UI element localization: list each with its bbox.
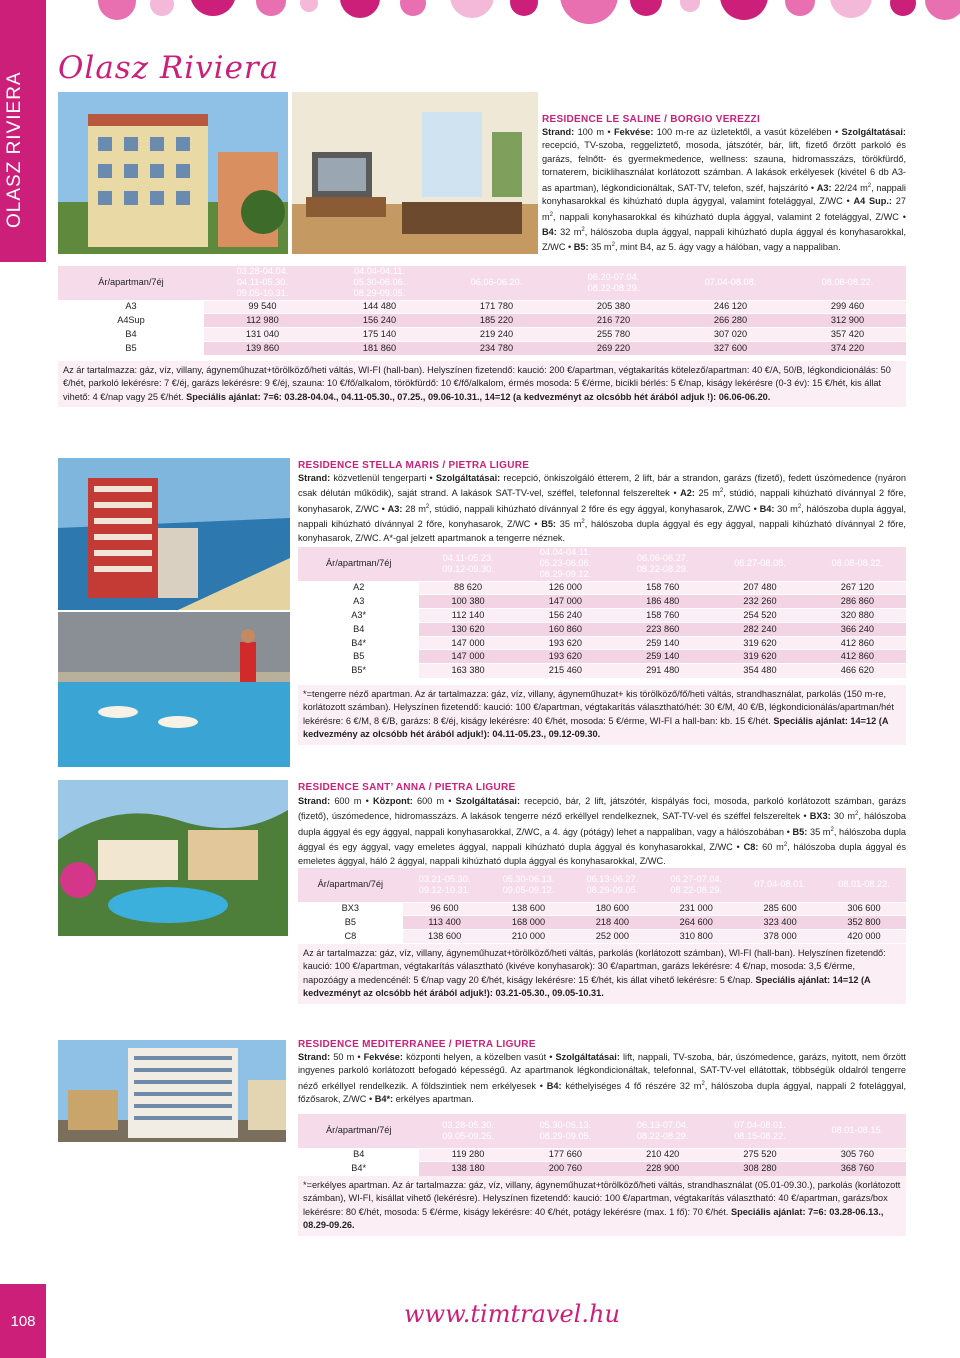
price-cell: 308 280 <box>711 1162 808 1176</box>
price-cell: 285 600 <box>738 902 822 916</box>
price-cell: 378 000 <box>738 930 822 944</box>
price-cell: 366 240 <box>809 622 906 636</box>
price-cell: 282 240 <box>711 622 808 636</box>
price-cell: 147 000 <box>419 636 516 650</box>
website-url[interactable]: www.timtravel.hu <box>404 1300 620 1328</box>
price-cell: 223 860 <box>614 622 711 636</box>
price-notes: Az ár tartalmazza: gáz, víz, villany, ágyneműhuzat+törölköző/heti váltás, parkolás (korlátozott számban), WI-FI (hall-ban). Helyszínen fizetendő: kaució: 100 €/apartman, végtakarítás választható (kivéve konyhasarok): 30 €/apartman, garázs lekérésre: 4 €/nap, mosoda: 3,5 €/érme, napozóágy a medencénél: 5 €/nap vagy 20 €/hét, kiságy lekérésre: 15 €/hét, kis állat vihető lekérésre: 5 €/nap. Speciális ajánlat: 14=12 (A kedvezményt az olcsóbb hét árából adjuk!): 03.21-05.30., 09.05-10.31. <box>298 944 906 1004</box>
price-cell: 246 120 <box>672 300 789 314</box>
price-cell: 266 280 <box>672 314 789 328</box>
row-apartment-type: A4Sup <box>58 314 204 328</box>
hotel-description: Strand: közvetlenül tengerparti • Szolgáltatásai: recepció, önkiszolgáló étterem, 2 lift, bár a strandon, garázs (fizető), fedett úszómedence (nyáron csak délután működik), saját strand. A lakások SAT-TV-vel, széffel, telefonnal felszereltek • A2: 25 $m^2$, stúdió, nappali kihúzható dívánnyal 2 főre, konyhasarok, Z/WC • A3: 28 $m^2$, stúdió, nappali kihúzható dívánnyal 2 főre és egy ággyal, konyhasarok, Z/WC • B4: 30 $m^2$, hálószoba dupla ággyal, nappali kihúzható dívánnyal 2 főre, konyhasarok, Z/WC • B5: 35 $m^2$, hálószoba dupla ággyal és egy ággyal, nappali kihúzható dívánnyal 2 főre, konyhasarok, Z/WC. A*-gal jelzett apartmanok a tengerre néznek. <box>298 473 907 543</box>
table-header-label: Ár/apartman/7éj <box>298 1114 419 1148</box>
price-cell: 357 420 <box>789 328 906 342</box>
table-row <box>298 664 906 678</box>
price-cell: 368 760 <box>809 1162 906 1176</box>
row-apartment-type: A3 <box>298 595 419 609</box>
table-column-header: 07.04-08.01. <box>738 868 822 902</box>
price-cell: 252 000 <box>570 930 654 944</box>
table-row <box>298 1162 906 1176</box>
table-column-header: 06.13-07.04. 08.22-08.29. <box>614 1114 711 1148</box>
table-column-header: 07.04-08.08. <box>672 266 789 300</box>
price-cell: 181 860 <box>321 341 438 355</box>
table-row <box>298 595 906 609</box>
price-cell: 420 000 <box>822 930 906 944</box>
table-column-header: 04.04-04.11. 05.30-06.06. 08.29-09.05. <box>321 266 438 300</box>
price-cell: 319 620 <box>711 636 808 650</box>
price-cell: 320 880 <box>809 609 906 623</box>
price-cell: 130 620 <box>419 622 516 636</box>
table-row <box>298 1148 906 1162</box>
price-cell: 100 380 <box>419 595 516 609</box>
row-apartment-type: BX3 <box>298 902 403 916</box>
price-cell: 307 020 <box>672 328 789 342</box>
price-cell: 412 860 <box>809 650 906 664</box>
price-cell: 171 780 <box>438 300 555 314</box>
table-column-header: 06.27-08.08. <box>711 547 808 581</box>
table-row <box>58 314 906 328</box>
row-apartment-type: B4* <box>298 636 419 650</box>
table-column-header: 08.08-08.22. <box>789 266 906 300</box>
hotel-photo-sant-anna <box>58 780 288 936</box>
price-table <box>58 266 906 355</box>
row-apartment-type: B4 <box>58 328 204 342</box>
price-cell: 168 000 <box>487 916 571 930</box>
table-row <box>298 902 906 916</box>
price-cell: 234 780 <box>438 341 555 355</box>
page-number: 108 <box>0 1284 46 1358</box>
price-cell: 138 600 <box>487 902 571 916</box>
table-row <box>298 930 906 944</box>
table-column-header: 04.11-05.23. 09.12-09.30. <box>419 547 516 581</box>
price-cell: 156 240 <box>517 609 614 623</box>
hotel-photo-stella-maris-pool <box>58 612 290 767</box>
price-table <box>298 1114 906 1176</box>
price-cell: 119 280 <box>419 1148 516 1162</box>
hotel-description: Strand: 600 m • Központ: 600 m • Szolgáltatásai: recepció, bár, 2 lift, játszótér, kispályás foci, mosoda, parkoló korlátozott számban, garázs (fizető), úszómedence, hidromasszázs. A lakások tengerre néző erkéllyel rendelkeznek, SAT-TV-vel és széffel felszereltek • BX3: 30 $m^2$, hálószoba dupla ággyal és egy ággyal, nappali konyhasarokkal, Z/WC, a 4. ágy (pótágy) lehet a nappaliban, vagy a hálószobában • B5: 35 $m^2$, hálószoba dupla ággyal és egy ággyal, vagy emeletes ággyal, nappali kihúzható dupla ággyal és konyhasarokkal, Z/WC • C8: 60 $m^2$, hálószoba dupla ággyal és emeletes ággyal, háló 2 ággyal, nappali kihúzható dupla ággyal és konyhasarokkal, Z/WC. <box>298 796 906 866</box>
price-cell: 228 900 <box>614 1162 711 1176</box>
price-cell: 215 460 <box>517 664 614 678</box>
price-cell: 96 600 <box>403 902 487 916</box>
price-cell: 147 000 <box>517 595 614 609</box>
price-cell: 327 600 <box>672 341 789 355</box>
table-header-label: Ár/apartman/7éj <box>58 266 204 300</box>
hotel-photo-saline-exterior <box>58 92 288 254</box>
table-row <box>298 609 906 623</box>
price-cell: 156 240 <box>321 314 438 328</box>
price-cell: 310 800 <box>654 930 738 944</box>
price-cell: 216 720 <box>555 314 672 328</box>
price-cell: 259 140 <box>614 636 711 650</box>
price-cell: 218 400 <box>570 916 654 930</box>
price-cell: 207 480 <box>711 581 808 595</box>
row-apartment-type: B4* <box>298 1162 419 1176</box>
price-cell: 126 000 <box>517 581 614 595</box>
table-row <box>298 916 906 930</box>
table-column-header: 05.30-06.13. 09.05-09.12. <box>487 868 571 902</box>
row-apartment-type: B4 <box>298 1148 419 1162</box>
price-cell: 231 000 <box>654 902 738 916</box>
price-cell: 158 760 <box>614 609 711 623</box>
row-apartment-type: B4 <box>298 622 419 636</box>
table-column-header: 06.13-06.27. 08.29-09.05. <box>570 868 654 902</box>
price-cell: 286 860 <box>809 595 906 609</box>
table-row <box>298 581 906 595</box>
price-notes: Az ár tartalmazza: gáz, víz, villany, ágyneműhuzat+törölköző/heti váltás, WI-FI (hall-ban). Helyszínen fizetendő: kaució: 200 €/apartman, végtakarítás kötelező/apartman: 40 €/A, 50/B, légkondicionálás: 50 €/hét, parkoló lekérésre: 7 €/éj, garázs lekérésre: 9 €/éj, szauna: 10 €/fő/alkalom, törökfürdő: 10 €/fő/alkalom, érmés mosoda: 5 €/érme, bicikli bérlés: 5 €/nap, kiságy lekérésre (0-3 év): 15 €/hét, kis állat vihető: 4 €/nap vagy 25 €/hét. Speciális ajánlat: 7=6: 03.28-04.04., 04.11-05.30., 07.25., 09.06-10.31., 14=12 (a kedvezményt az olcsóbb hét árából adjuk !): 06.06-06.20. <box>58 361 906 407</box>
price-cell: 186 480 <box>614 595 711 609</box>
table-column-header: 06.06-06.20. <box>438 266 555 300</box>
row-apartment-type: B5 <box>58 341 204 355</box>
table-row <box>298 650 906 664</box>
table-column-header: 03.28-05.30. 09.05-09.26. <box>419 1114 516 1148</box>
price-cell: 112 140 <box>419 609 516 623</box>
sidebar <box>0 0 46 1358</box>
row-apartment-type: A3 <box>58 300 204 314</box>
price-cell: 147 000 <box>419 650 516 664</box>
price-cell: 210 420 <box>614 1148 711 1162</box>
row-apartment-type: A3* <box>298 609 419 623</box>
hotel-photo-stella-maris-exterior <box>58 458 290 610</box>
price-cell: 158 760 <box>614 581 711 595</box>
price-cell: 138 180 <box>419 1162 516 1176</box>
hotel-description: Strand: 50 m • Fekvése: központi helyen, a közelben vasút • Szolgáltatásai: lift, nappali, TV-szoba, bár, úszómedence, garázs, nyitott, nem őrzött ingyenes parkoló korlátozott befogadó képességű. Az apartmanok légkondicionáltak, telefonnal, SAT-TV-vel ellátottak, többségük oldalról tengerre néző erkéllyel rendelkezik. A földszintiek nem erkélyesek • B4: kéthelyiséges 4 fő részére 32 $m^2$, hálószoba dupla ággyal, nappali 2 fotelággyal, főzősarok, Z/WC • B4*: erkélyes apartman. <box>298 1052 907 1105</box>
price-cell: 354 480 <box>711 664 808 678</box>
price-cell: 160 860 <box>517 622 614 636</box>
price-cell: 305 760 <box>809 1148 906 1162</box>
price-cell: 138 600 <box>403 930 487 944</box>
hotel-heading: RESIDENCE MEDITERRANEE / PIETRA LIGURE <box>298 1039 536 1050</box>
price-cell: 177 660 <box>517 1148 614 1162</box>
price-table <box>298 547 906 678</box>
table-column-header: 04.04-04.11. 05.23-06.06. 08.29-09.12. <box>517 547 614 581</box>
table-row <box>298 622 906 636</box>
price-cell: 254 520 <box>711 609 808 623</box>
row-apartment-type: C8 <box>298 930 403 944</box>
price-cell: 264 600 <box>654 916 738 930</box>
price-cell: 139 860 <box>204 341 321 355</box>
hotel-photo-saline-interior <box>292 92 538 254</box>
price-cell: 352 800 <box>822 916 906 930</box>
table-header-label: Ár/apartman/7éj <box>298 547 419 581</box>
table-column-header: 06.06-06.27. 08.22-08.29. <box>614 547 711 581</box>
price-notes: *=erkélyes apartman. Az ár tartalmazza: gáz, víz, villany, ágyneműhuzat+törölköző/heti váltás, strandhasználat (05.01-09.30.), parkolás (korlátozott számban), WI-FI, kisállat vihető (lekérésre). Helyszínen fizetendő: kaució: 100 €/apartman, végtakarítás választható: 40 €/apartman, garázs/box lekérésre: 80 €/hét, mosoda: 5 €/érme, kiságy lekérésre: 40 €/hét, potágy lekérésre (max. 1 fő): 70 €/hét. Speciális ajánlat: 7=6: 03.28-06.13., 08.29-09.26. <box>298 1176 906 1236</box>
price-cell: 205 380 <box>555 300 672 314</box>
row-apartment-type: A2 <box>298 581 419 595</box>
price-cell: 88 620 <box>419 581 516 595</box>
price-cell: 267 120 <box>809 581 906 595</box>
price-cell: 193 620 <box>517 650 614 664</box>
hotel-description: Strand: 100 m • Fekvése: 100 m-re az üzletektől, a vasút közelében • Szolgáltatásai: recepció, TV-szoba, reggeliztető, mosoda, játszótér, bár, lift, fizető őrzött parkoló és garázs, felnőtt- és gyermekmedence, wellness: szauna, hidromasszázs, törökfürdő, tornaterem, biciklihasználat korlátozott számban. A lakások erkélyesek (kivétel 6 db A3-as apartman), légkondicionáltak, SAT-TV, telefon, széf, hajszárító • A3: 22/24 $m^2$, nappali konyhasarokkal és kihúzható dupla ágygyal, valamint fotelággyal, Z/WC • A4 Sup.: 27 $m^2$, nappali konyhasarokkal és kihúzható dupla ággyal, valamint 2 fotelággyal, Z/WC • B4: 32 $m^2$, hálószoba dupla ággyal, nappali kihúzható dupla ággyal és konyhasarokkal, Z/WC • B5: 35 $m^2$, mint B4, az 5. ágy vagy a hálóban, vagy a nappaliban. <box>542 127 907 253</box>
price-cell: 112 980 <box>204 314 321 328</box>
price-cell: 323 400 <box>738 916 822 930</box>
sidebar-label: OLASZ RIVIERA <box>4 71 25 229</box>
table-column-header: 05.30-06.13. 08.29-09.05. <box>517 1114 614 1148</box>
hotel-heading: RESIDENCE SANT’ ANNA / PIETRA LIGURE <box>298 782 516 793</box>
hotel-heading: RESIDENCE STELLA MARIS / PIETRA LIGURE <box>298 460 530 471</box>
table-column-header: 08.08-08.22. <box>809 547 906 581</box>
page-title: Olasz Riviera <box>58 50 280 86</box>
table-header-label: Ár/apartman/7éj <box>298 868 403 902</box>
row-apartment-type: B5* <box>298 664 419 678</box>
table-column-header: 06.27-07.04. 08.22-08.29. <box>654 868 738 902</box>
price-cell: 412 860 <box>809 636 906 650</box>
price-cell: 180 600 <box>570 902 654 916</box>
price-cell: 175 140 <box>321 328 438 342</box>
price-notes: *=tengerre néző apartman. Az ár tartalmazza: gáz, víz, villany, ágyneműhuzat+ kis törölköző/fő/heti váltás, strandhasználat, parkolás (150 m-re, korlátozott számban). Helyszínen fizetendő: kaució: 100 €/apartman, végtakarítás választható/hét: 30 €/M, 40 €/B, légkondicionálás/apartman/hét lekérésre: 6 €/M, 8 €/B, garázs: 8 €/éj, kiságy lekérésre: 40 €/hét, mosoda: 5 €/érme, WI-FI a hall-ban: kb. 15 €/hét. Speciális ajánlat: 14=12 (A kedvezmény az olcsóbb hét árából adjuk!): 04.11-05.23., 09.12-09.30. <box>298 685 906 745</box>
price-cell: 144 480 <box>321 300 438 314</box>
price-cell: 200 760 <box>517 1162 614 1176</box>
hotel-photo-mediterranee <box>58 1040 286 1142</box>
table-row <box>58 300 906 314</box>
price-cell: 113 400 <box>403 916 487 930</box>
price-cell: 219 240 <box>438 328 555 342</box>
price-cell: 99 540 <box>204 300 321 314</box>
decorative-bubbles <box>0 0 960 50</box>
hotel-heading: RESIDENCE LE SALINE / BORGIO VEREZZI <box>542 114 761 125</box>
table-row <box>58 341 906 355</box>
table-row <box>298 636 906 650</box>
price-cell: 259 140 <box>614 650 711 664</box>
price-cell: 193 620 <box>517 636 614 650</box>
table-column-header: 08.01-08.22. <box>822 868 906 902</box>
table-column-header: 07.04-08.01. 08.15-08.22. <box>711 1114 808 1148</box>
table-row <box>58 328 906 342</box>
price-cell: 306 600 <box>822 902 906 916</box>
price-table <box>298 868 906 943</box>
price-cell: 232 260 <box>711 595 808 609</box>
price-cell: 291 480 <box>614 664 711 678</box>
price-cell: 131 040 <box>204 328 321 342</box>
table-column-header: 03.21-05.30. 09.12-10.31. <box>403 868 487 902</box>
table-column-header: 08.01-08.15. <box>809 1114 906 1148</box>
price-cell: 312 900 <box>789 314 906 328</box>
price-cell: 269 220 <box>555 341 672 355</box>
price-cell: 319 620 <box>711 650 808 664</box>
price-cell: 210 000 <box>487 930 571 944</box>
price-cell: 163 380 <box>419 664 516 678</box>
price-cell: 185 220 <box>438 314 555 328</box>
price-cell: 466 620 <box>809 664 906 678</box>
table-column-header: 06.20-07.04. 08.22-08.29. <box>555 266 672 300</box>
row-apartment-type: B5 <box>298 650 419 664</box>
price-cell: 255 780 <box>555 328 672 342</box>
row-apartment-type: B5 <box>298 916 403 930</box>
price-cell: 299 460 <box>789 300 906 314</box>
price-cell: 275 520 <box>711 1148 808 1162</box>
table-column-header: 03.28-04.04. 04.11-05.30. 09.05-10.31. <box>204 266 321 300</box>
price-cell: 374 220 <box>789 341 906 355</box>
